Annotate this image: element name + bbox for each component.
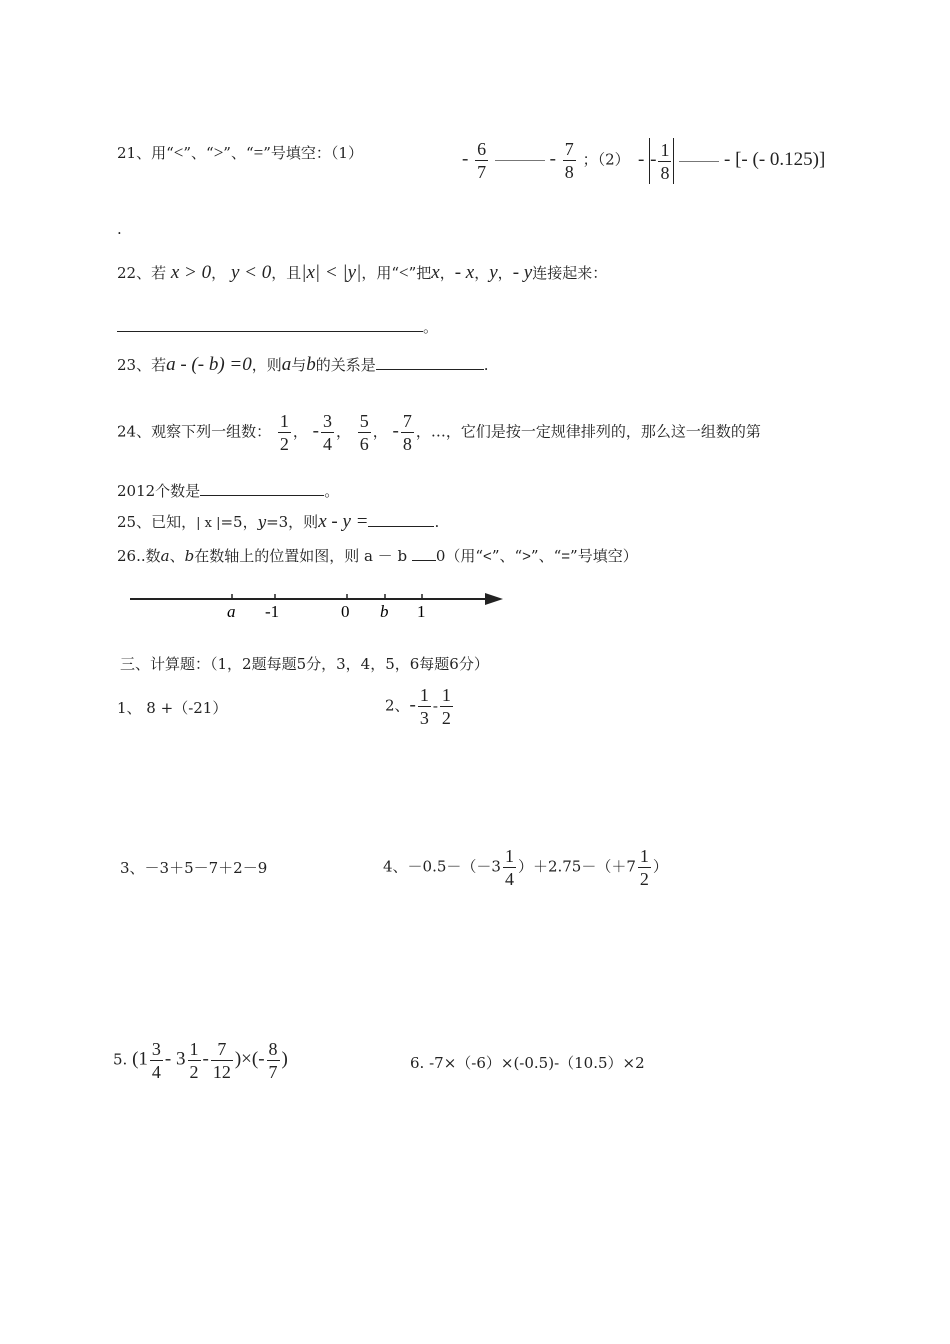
- fraction: [475, 138, 488, 183]
- denominator: 4: [151, 1062, 161, 1082]
- numerator: 3: [322, 411, 332, 431]
- less-than-symbol: <: [398, 263, 409, 282]
- minus-sign: -: [392, 420, 399, 442]
- condition-y: y < 0: [230, 262, 272, 283]
- q23-prefix: 23、若: [117, 356, 167, 374]
- fraction: [188, 1038, 201, 1083]
- question-21: [117, 142, 363, 163]
- greater-than-symbol: >: [213, 143, 224, 162]
- var-neg-y: - y: [512, 262, 533, 283]
- abs-bar-right: [673, 138, 674, 184]
- numerator: 7: [402, 411, 412, 431]
- numerator: 1: [441, 685, 451, 705]
- numerator: 1: [279, 411, 289, 431]
- answer-blank[interactable]: [679, 161, 719, 162]
- var-neg-x: - x: [454, 262, 475, 283]
- q22-tail: 连接起来：: [532, 264, 608, 282]
- denominator: 8: [564, 162, 574, 182]
- answer-blank[interactable]: [376, 355, 484, 370]
- comma: ，: [497, 264, 513, 282]
- q21-trailing-dot: .: [117, 220, 122, 238]
- numerator: 5: [359, 411, 369, 431]
- equals-symbol: =: [561, 548, 571, 565]
- fraction: [211, 1038, 233, 1083]
- minus-sign: -: [312, 420, 319, 442]
- q25-eq3: =3，则: [266, 513, 319, 531]
- numerator: 1: [504, 846, 514, 866]
- times-term: )×(-: [234, 1048, 265, 1070]
- numerator: 6: [477, 139, 487, 159]
- q21-part2-expression: [638, 138, 825, 184]
- q25-eq5: =5，: [220, 513, 258, 531]
- label-0: 0: [341, 602, 350, 621]
- answer-blank[interactable]: [117, 317, 423, 332]
- separator: 、: [169, 547, 185, 565]
- ellipsis: …: [430, 422, 446, 441]
- q22-and: ，且: [271, 264, 302, 282]
- problem-6: 6. -7×（-6）×(-0.5)-（10.5）×2: [410, 1054, 645, 1072]
- fraction: [440, 684, 453, 729]
- abs-x: | x |: [196, 516, 221, 531]
- period: .: [434, 513, 440, 531]
- q26-rest: 在数轴上的位置如图，则 a － b: [194, 547, 412, 565]
- fraction: [503, 845, 516, 890]
- label-1: 1: [417, 602, 426, 621]
- var-b: b: [184, 547, 195, 565]
- problem-5: [113, 1038, 288, 1083]
- var-b: b: [306, 354, 316, 375]
- var-x: x: [431, 262, 440, 283]
- problem-5-label: 5.: [113, 1050, 128, 1069]
- problem-4: [383, 845, 668, 890]
- denominator: 8: [402, 434, 412, 454]
- q22-ba: ”把: [408, 264, 432, 282]
- q22-use: ，用“: [361, 264, 399, 282]
- close-paren: ): [281, 1048, 288, 1070]
- open-paren: (1: [132, 1048, 148, 1070]
- question-25: [117, 511, 439, 533]
- minus-sign: -: [549, 148, 556, 170]
- q23-with: 与: [291, 356, 307, 374]
- problem-4-part-b: ）＋2.75－（＋7: [517, 857, 636, 876]
- denominator: 7: [477, 162, 487, 182]
- var-a: a: [281, 354, 292, 375]
- denominator: 8: [660, 162, 670, 183]
- numerator: 7: [211, 1038, 233, 1061]
- q22-prefix: 22、若: [117, 264, 167, 282]
- minus-sign: -: [724, 149, 731, 170]
- var-y: y: [257, 513, 267, 531]
- sequence-fraction: [401, 410, 414, 455]
- q26-prefix: 26..数: [117, 547, 161, 565]
- fraction: [563, 138, 576, 183]
- answer-blank[interactable]: [368, 512, 434, 527]
- greater-than-symbol: >: [522, 548, 531, 565]
- q22-answer-line: [117, 316, 438, 337]
- fraction: [267, 1038, 280, 1083]
- q21-part2-label: ；（2）: [582, 150, 630, 169]
- problem-3: 3、－3＋5－7＋2－9: [120, 859, 268, 877]
- q24-tail: ，它们是按一定规律排列的，那么这一组数的第: [445, 422, 761, 441]
- sequence-fraction: [321, 410, 334, 455]
- label-a: a: [227, 602, 236, 621]
- question-22: [117, 262, 607, 284]
- minus-term: - 3: [164, 1048, 186, 1070]
- less-than-symbol: <: [173, 143, 184, 162]
- problem-2-label: 2、: [385, 696, 410, 715]
- denominator: 2: [639, 869, 649, 889]
- question-26: [117, 545, 638, 566]
- q21-prefix: 21、用“: [117, 144, 174, 162]
- equals-symbol: =: [253, 143, 264, 162]
- problem-2: 2、- $\frac{1}{3}$ - $\frac{1}{2}$: [385, 685, 451, 728]
- numerator: 1: [660, 139, 670, 160]
- comma: ，: [439, 264, 455, 282]
- arrow-head-icon: [485, 593, 503, 605]
- var-y: y: [489, 262, 498, 283]
- fraction: [638, 845, 651, 890]
- period: .: [483, 356, 489, 374]
- answer-blank[interactable]: [495, 160, 545, 161]
- denominator: 2: [189, 1062, 199, 1082]
- denominator: 6: [359, 434, 369, 454]
- fraction: [150, 1038, 163, 1083]
- cond1: x > 0: [170, 262, 212, 283]
- question-23: [117, 354, 489, 376]
- fraction: [418, 684, 431, 729]
- numerator: 7: [564, 139, 574, 159]
- comma: ，: [211, 264, 227, 282]
- answer-blank[interactable]: [200, 481, 324, 496]
- comma: ，: [474, 264, 490, 282]
- q26-end: ”号填空）: [570, 547, 638, 565]
- q24-line2: [117, 480, 339, 501]
- fraction: [658, 139, 671, 184]
- numerator: 1: [419, 685, 429, 705]
- period: 。: [423, 318, 439, 336]
- denominator: 2: [279, 434, 289, 454]
- q25-prefix: 25、已知，: [117, 513, 197, 531]
- denominator: 7: [268, 1062, 278, 1082]
- question-24: 24、观察下列一组数： $\frac{1}{2}$ ， - $\frac{3}{4}$ ， $\frac{5}{6}$ ， - $\frac{7}{8}$ ，…，它们是按一定规律排列的，那么这一组数的第: [117, 411, 761, 454]
- numerator: 1: [189, 1039, 199, 1059]
- minus-sign: -: [638, 149, 645, 170]
- label-neg1: -1: [265, 602, 280, 621]
- numerator: 3: [151, 1039, 161, 1059]
- answer-blank[interactable]: [412, 546, 436, 561]
- q21-suffix: ”号填空：（1）: [263, 144, 363, 162]
- q21-part1-expression: [462, 138, 630, 183]
- minus-sign: -: [650, 149, 657, 170]
- denominator: 4: [322, 434, 332, 454]
- q21-sep: ”、“: [183, 144, 214, 162]
- condition-abs: |x| < |y|: [301, 262, 362, 283]
- problem-1: 1、 8 +（-21）: [117, 699, 228, 717]
- problem-4-part-a: 4、－0.5－（－3: [383, 857, 501, 876]
- denominator: 12: [212, 1062, 231, 1082]
- denominator: 3: [419, 708, 429, 728]
- denominator: 4: [504, 869, 514, 889]
- bracket-expression: [- (- 0.125)]: [735, 149, 826, 170]
- numerator: 8: [268, 1039, 278, 1059]
- q24-prefix: 24、观察下列一组数：: [117, 422, 272, 441]
- period: 。: [324, 482, 340, 500]
- sequence-fraction: [358, 410, 371, 455]
- q23-rel: 的关系是: [315, 356, 376, 374]
- q23-then: ，则: [251, 356, 282, 374]
- separator: ”、“: [530, 547, 562, 565]
- q24-line2-text: 2012个数是: [117, 482, 201, 500]
- minus-sign: -: [462, 148, 469, 170]
- numerator: 1: [639, 846, 649, 866]
- minus-sign: -: [202, 1048, 209, 1070]
- label-b: b: [380, 602, 389, 621]
- denominator: 2: [441, 708, 451, 728]
- sequence-fraction: [278, 410, 291, 455]
- less-than-symbol: <: [483, 548, 492, 565]
- section-3-title: 三、计算题：（1，2题每题5分，3，4，5，6每题6分）: [120, 655, 489, 673]
- q26-zero: 0（用“: [435, 547, 484, 565]
- condition-x: [171, 262, 211, 283]
- var-a: a: [160, 547, 170, 565]
- separator: ”、“: [491, 547, 523, 565]
- problem-4-part-c: ）: [652, 857, 668, 876]
- q25-expression: x - y =: [318, 511, 369, 532]
- number-line: [125, 585, 510, 625]
- q21-sep: ”、“: [223, 144, 254, 162]
- q23-equation: a - (- b) =0: [166, 354, 252, 375]
